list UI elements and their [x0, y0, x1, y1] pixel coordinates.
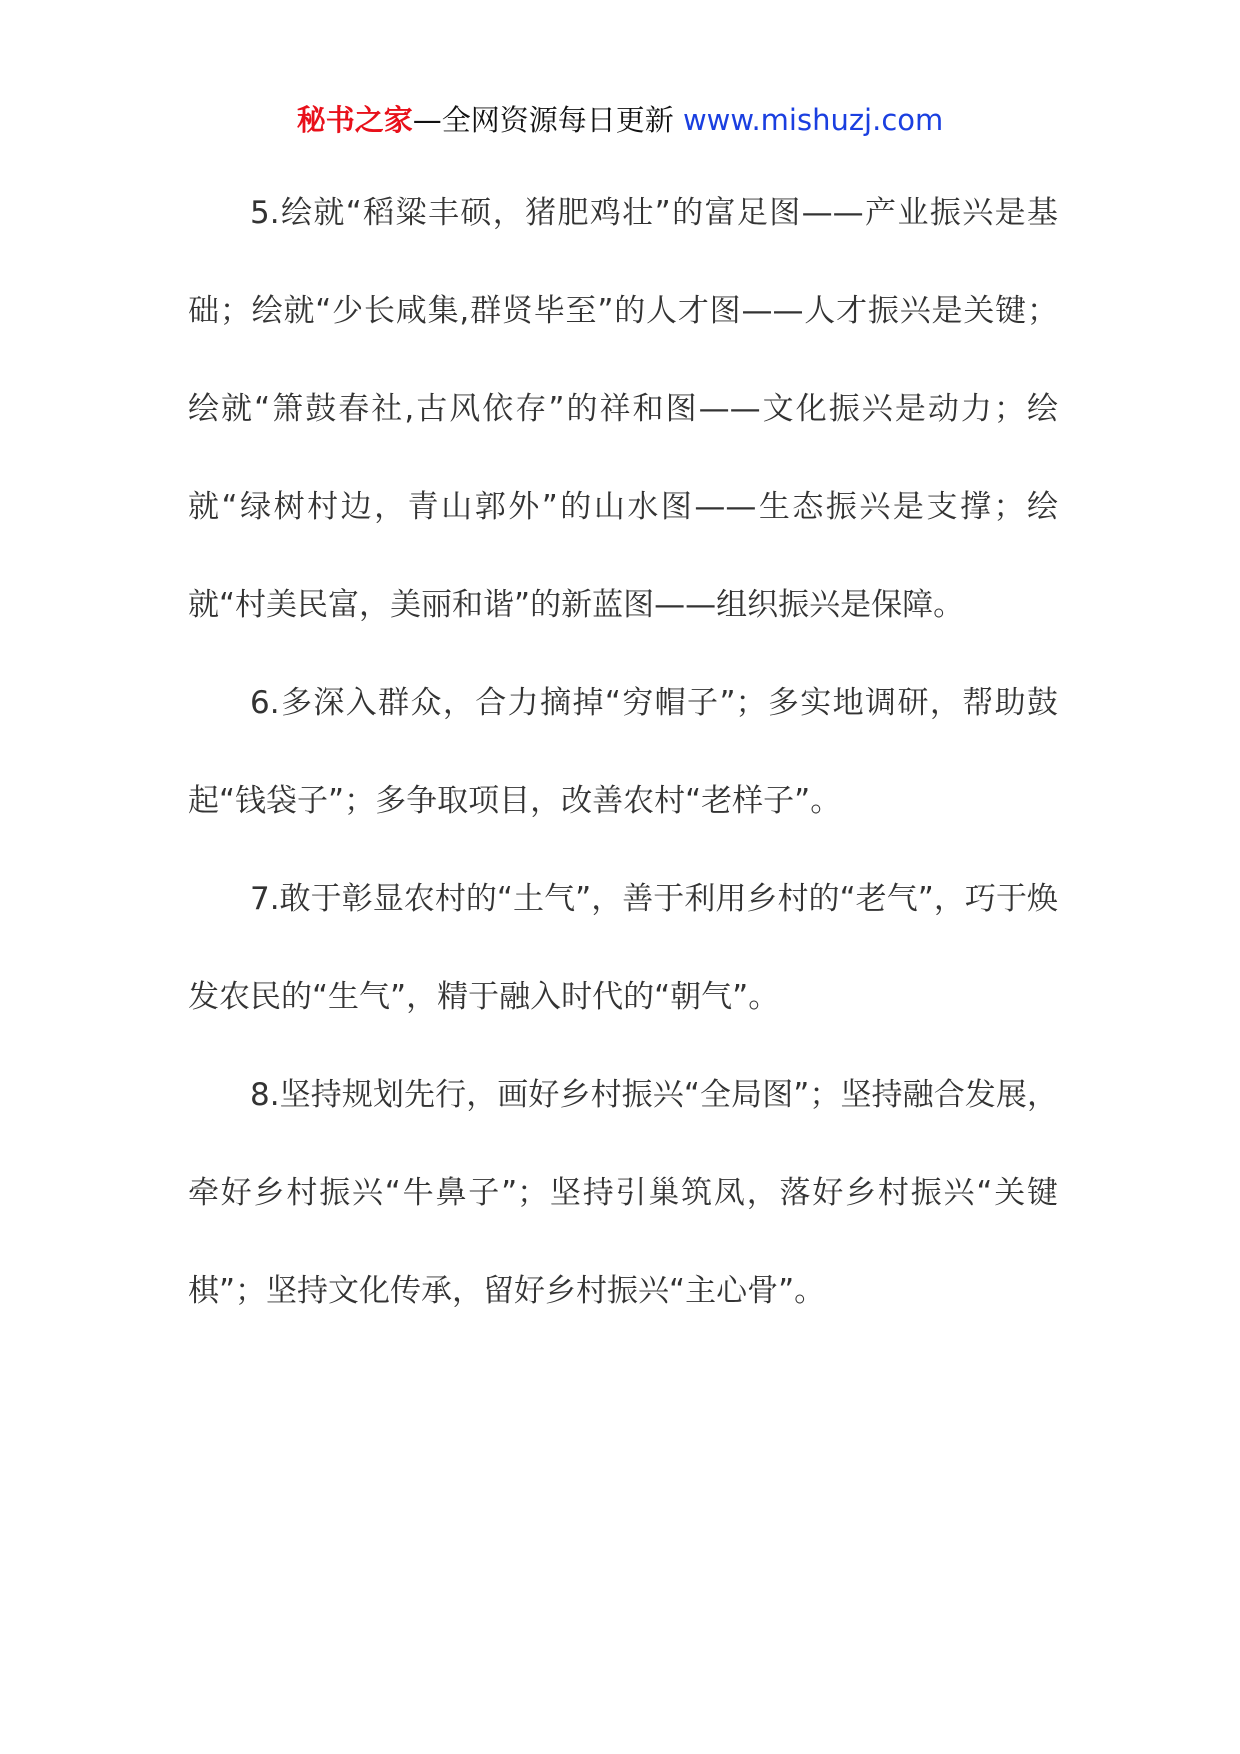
- paragraph-8: 8.坚持规划先行，画好乡村振兴“全局图”；坚持融合发展，牵好乡村振兴“牛鼻子”；坚持引巢筑凤，落好乡村振兴“关键棋”；坚持文化传承，留好乡村振兴“主心骨”。: [188, 1077, 1058, 1309]
- site-url-link[interactable]: www.mishuzj.com: [682, 103, 944, 137]
- page-header: [0, 100, 1240, 140]
- paragraph-7: 7.敢于彰显农村的“土气”，善于利用乡村的“老气”，巧于焕发农民的“生气”，精于融入时代的“朝气”。: [188, 881, 1058, 1015]
- paragraph-5: 5.绘就“稻粱丰硕，猪肥鸡壮”的富足图——产业振兴是基础；绘就“少长咸集,群贤毕至”的人才图——人才振兴是关键；绘就“箫鼓春社,古风依存”的祥和图——文化振兴是动力；绘就“绿树村边，青山郭外”的山水图——生态振兴是支撑；绘就“村美民富，美丽和谐”的新蓝图——组织振兴是保障。: [188, 195, 1058, 623]
- header-slogan: —全网资源每日更新: [412, 103, 674, 137]
- brand-name: 秘书之家: [296, 103, 413, 137]
- document-body: [188, 164, 1058, 1340]
- paragraph-6: 6.多深入群众，合力摘掉“穷帽子”；多实地调研，帮助鼓起“钱袋子”；多争取项目，改善农村“老样子”。: [188, 685, 1058, 819]
